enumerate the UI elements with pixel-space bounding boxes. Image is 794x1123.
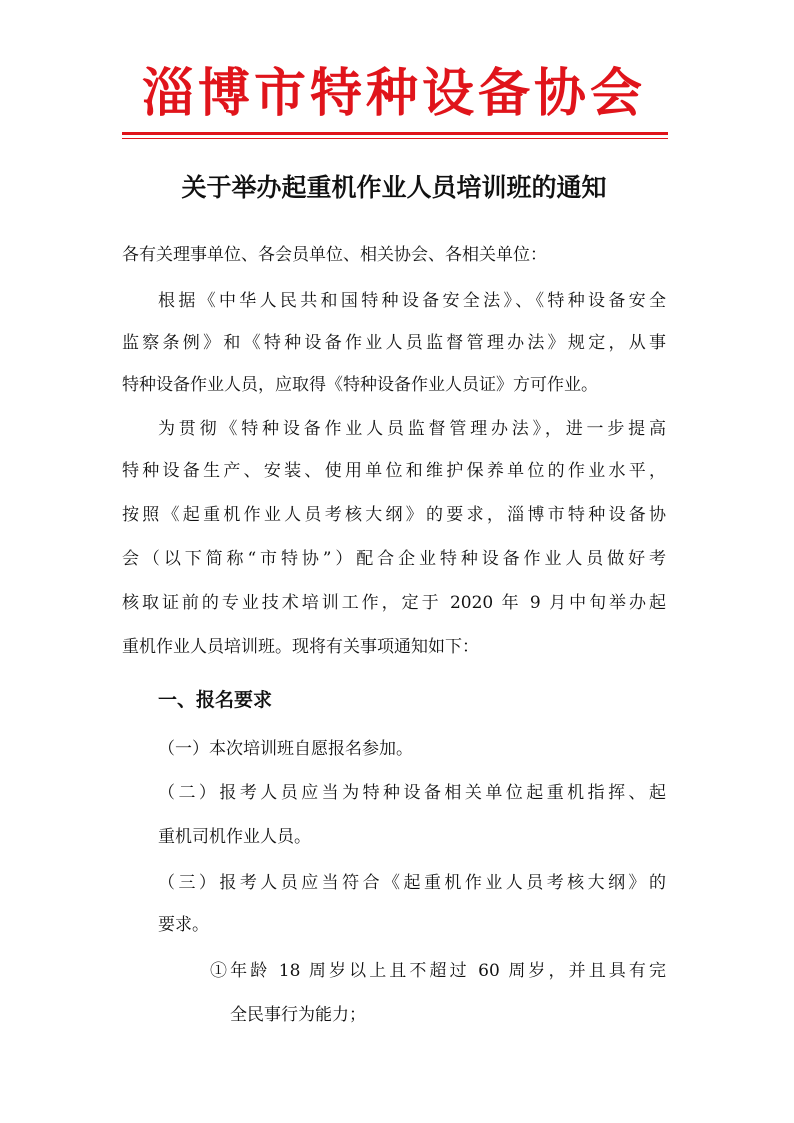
paragraph-line: 重机作业人员培训班。现将有关事项通知如下： bbox=[122, 637, 479, 657]
paragraph-line: 根据《中华人民共和国特种设备安全法》、《特种设备安全 bbox=[158, 291, 666, 311]
sub-list-item: ①年龄 18 周岁以上且不超过 60 周岁，并且具有完 bbox=[210, 961, 666, 981]
addressee-line: 各有关理事单位、各会员单位、相关协会、各相关单位： bbox=[122, 245, 547, 265]
letterhead-rule-thick bbox=[122, 132, 668, 135]
notice-title: 关于举办起重机作业人员培训班的通知 bbox=[181, 173, 607, 202]
paragraph-line: 监察条例》和《特种设备作业人员监督管理办法》规定，从事 bbox=[122, 333, 666, 353]
paragraph-line: 按照《起重机作业人员考核大纲》的要求，淄博市特种设备协 bbox=[122, 505, 666, 525]
paragraph-line: 特种设备作业人员，应取得《特种设备作业人员证》方可作业。 bbox=[122, 375, 598, 395]
list-item: （三）报考人员应当符合《起重机作业人员考核大纲》的 bbox=[158, 873, 666, 893]
list-item-continuation: 要求。 bbox=[158, 915, 209, 935]
sub-list-item-continuation: 全民事行为能力； bbox=[230, 1005, 366, 1025]
list-item-continuation: 重机司机作业人员。 bbox=[158, 827, 311, 847]
organization-letterhead: 淄博市特种设备协会 bbox=[141, 63, 646, 124]
section-heading: 一、报名要求 bbox=[158, 689, 273, 711]
letterhead-rule-thin bbox=[122, 138, 668, 139]
paragraph-line: 会（以下简称“市特协”）配合企业特种设备作业人员做好考 bbox=[122, 549, 666, 569]
paragraph-line: 特种设备生产、安装、使用单位和维护保养单位的作业水平， bbox=[122, 461, 666, 481]
list-item: （一）本次培训班自愿报名参加。 bbox=[158, 739, 413, 759]
paragraph-line: 核取证前的专业技术培训工作，定于 2020 年 9 月中旬举办起 bbox=[122, 593, 666, 613]
list-item: （二）报考人员应当为特种设备相关单位起重机指挥、起 bbox=[158, 783, 666, 803]
paragraph-line: 为贯彻《特种设备作业人员监督管理办法》，进一步提高 bbox=[158, 419, 666, 439]
